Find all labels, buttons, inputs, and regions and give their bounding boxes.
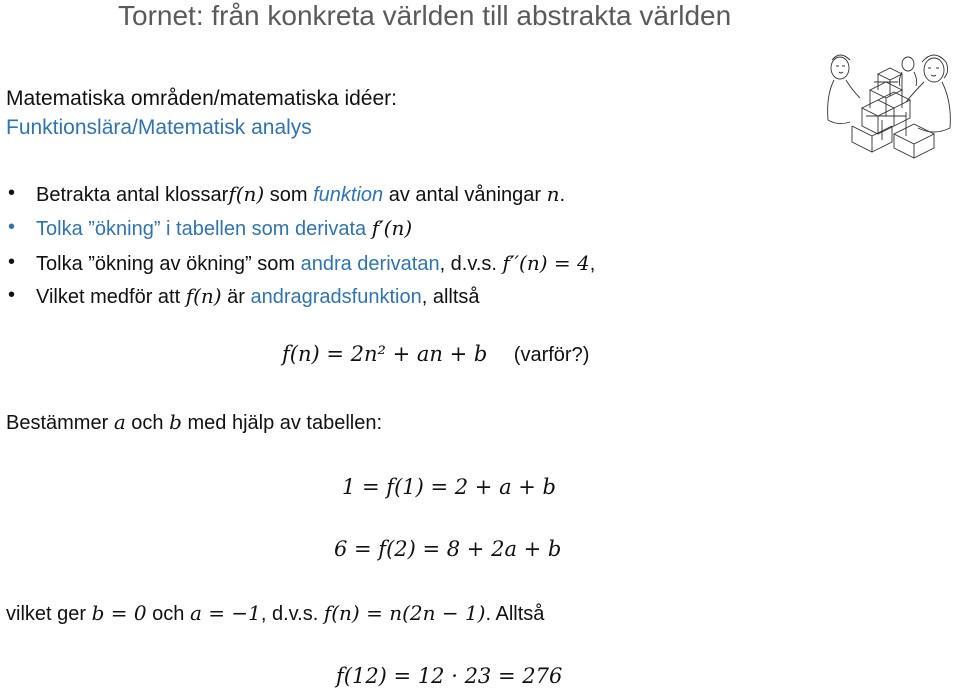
bullet-text — [36, 284, 480, 309]
left-child-figure — [828, 55, 860, 124]
math-expression: b = 0 — [91, 601, 147, 625]
determine-line — [6, 410, 382, 435]
right-child-figure — [906, 55, 950, 132]
math-expression: b — [169, 410, 182, 434]
math-expression: a = −1 — [189, 601, 261, 625]
text-part: vilket ger — [6, 603, 92, 625]
keyword-andra-derivatan: andra derivatan — [300, 253, 440, 275]
bullet-marker: • — [8, 284, 16, 306]
math-expression: f′(n) — [371, 216, 413, 240]
bullet-text-part: , d.v.s. — [439, 253, 503, 275]
math-expression: f(n) = 2n² + an + b — [282, 342, 488, 366]
cube-tower-blocks — [852, 68, 934, 158]
keyword-andragradsfunktion: andragradsfunktion — [250, 286, 422, 308]
text-part: med hjälp av tabellen: — [181, 412, 383, 434]
bullet-text-part: Vilket medför att — [36, 286, 186, 308]
bullet-text-part: som — [264, 184, 314, 206]
bullet-text-part: av antal våningar — [383, 184, 547, 206]
topic-heading: Matematiska områden/matematiska idéer: — [6, 87, 397, 110]
bullet-text-part: Tolka ”ökning av ökning” som — [36, 253, 301, 275]
equation-1: 1 = f(1) = 2 + a + b — [342, 475, 556, 499]
math-expression: f′′(n) = 4 — [502, 251, 590, 275]
math-expression: n — [546, 182, 560, 206]
bullet-text — [36, 182, 565, 207]
text-part: . Alltså — [485, 603, 545, 625]
text-part: Bestämmer — [6, 412, 114, 434]
bullet-text-part: , — [589, 253, 596, 275]
text-part: och — [125, 412, 170, 434]
result-line — [6, 601, 544, 626]
formula-note: (varför?) — [513, 344, 590, 366]
text-part: , d.v.s. — [260, 603, 324, 625]
topic-subheading: Funktionslära/Matematisk analys — [6, 116, 312, 139]
final-equation: f(12) = 12 · 23 = 276 — [336, 664, 563, 688]
math-expression: f(n) = n(2n − 1) — [323, 601, 486, 625]
equation-2: 6 = f(2) = 8 + 2a + b — [334, 537, 562, 561]
bullet-text-part: , alltså — [421, 286, 480, 308]
bullet-marker: • — [8, 182, 16, 204]
bullet-text-part: Betrakta antal klossar — [36, 184, 229, 206]
math-expression: f(n) — [228, 182, 265, 206]
bullet-text — [36, 251, 595, 276]
formula-quadratic — [282, 342, 589, 367]
keyword-funktion: funktion — [313, 184, 384, 206]
text-part: och — [146, 603, 190, 625]
bullet-text — [36, 216, 412, 241]
slide-title: Tornet: från konkreta världen till abstrakta världen — [118, 0, 732, 31]
math-expression: a — [113, 410, 126, 434]
cube-tower-illustration — [822, 50, 958, 168]
math-expression: f(n) — [185, 284, 222, 308]
bullet-text-part: Tolka ”ökning” i tabellen som derivata — [36, 218, 372, 240]
bullet-text-part: är — [221, 286, 251, 308]
bullet-marker: • — [8, 251, 16, 273]
bullet-text-part: . — [559, 184, 566, 206]
bullet-marker: • — [8, 216, 16, 238]
